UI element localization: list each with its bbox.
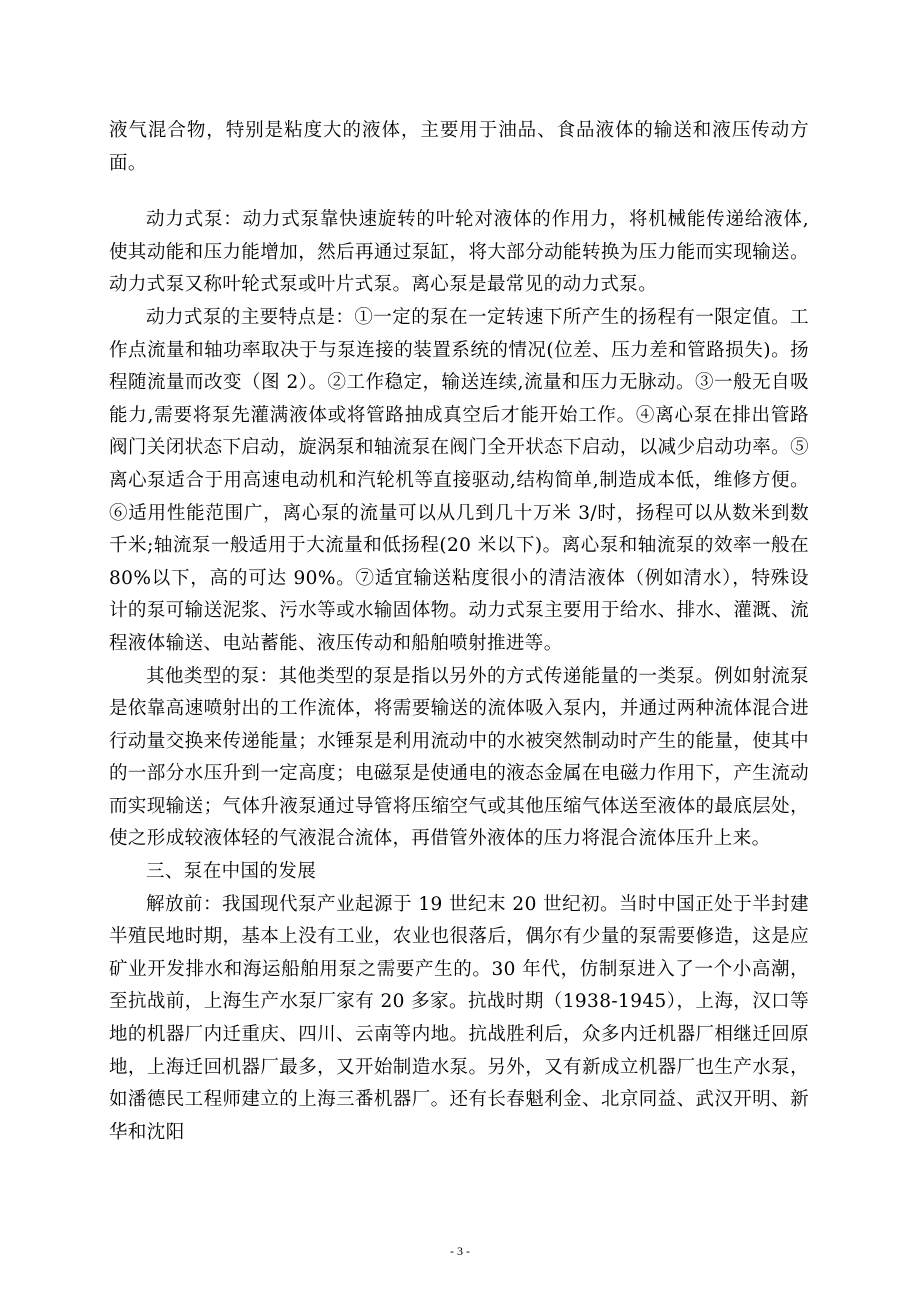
body-text (109, 115, 809, 1149)
paragraph-dynamic-pump: 动力式泵：动力式泵靠快速旋转的叶轮对液体的作用力，将机械能传递给液体,使其动能和压力能增加，然后再通过泵缸，将大部分动能转换为压力能而实现输送。动力式泵又称叶轮式泵或叶片式泵。离心泵是最常见的动力式泵。 (109, 209, 809, 296)
page-number: - 3 - (450, 1244, 470, 1258)
paragraph-pre-liberation: 解放前：我国现代泵产业起源于 19 世纪末 20 世纪初。当时中国正处于半封建半殖民地时期，基本上没有工业，农业也很落后，偶尔有少量的泵需要修造，这是应矿业开发排水和海运船舶用泵之需要产生的。30 年代，仿制泵进入了一个小高潮，至抗战前，上海生产水泵厂家有 20 多家。抗战时期（1938-1945），上海，汉口等地的机器厂内迁重庆、四川、云南等内地。抗战胜利后，众多内迁机器厂相继迁回原地，上海迁回机器厂最多，又开始制造水泵。另外，又有新成立机器厂也生产水泵，如潘德民工程师建立的上海三番机器厂。还有长春魁利金、北京同益、武汉开明、新华和沈阳 (109, 893, 809, 1143)
paragraph-dynamic-pump-features: 动力式泵的主要特点是：①一定的泵在一定转速下所产生的扬程有一限定值。工作点流量和轴功率取决于与泵连接的装置系统的情况(位差、压力差和管路损失)。扬程随流量而改变（图 2）。②工作稳定，输送连续,流量和压力无脉动。③一般无自吸能力,需要将泵先灌满液体或将管路抽成真空后才能开始工作。④离心泵在排出管路阀门关闭状态下启动，旋涡泵和轴流泵在阀门全开状态下启动，以减少启动功率。⑤离心泵适合于用高速电动机和汽轮机等直接驱动,结构简单,制造成本低，维修方便。⑥适用性能范围广，离心泵的流量可以从几到几十万米 3/时，扬程可以从数米到数千米;轴流泵一般适用于大流量和低扬程(20 米以下)。离心泵和轴流泵的效率一般在 80%以下，高的可达 90%。⑦适宜输送粘度很小的清洁液体（例如清水），特殊设计的泵可输送泥浆、污水等或水输固体物。动力式泵主要用于给水、排水、灌溉、流程液体输送、电站蓄能、液压传动和船舶喷射推进等。 (109, 306, 809, 654)
section-heading: 三、泵在中国的发展 (146, 861, 317, 883)
paragraph-continuation: 液气混合物，特别是粘度大的液体，主要用于油品、食品液体的输送和液压传动方面。 (109, 120, 809, 174)
paragraph-other-pumps: 其他类型的泵：其他类型的泵是指以另外的方式传递能量的一类泵。例如射流泵是依靠高速喷射出的工作流体，将需要输送的流体吸入泵内，并通过两种流体混合进行动量交换来传递能量；水锤泵是利用流动中的水被突然制动时产生的能量，使其中的一部分水压升到一定高度；电磁泵是使通电的液态金属在电磁力作用下，产生流动而实现输送；气体升液泵通过导管将压缩空气或其他压缩气体送至液体的最底层处，使之形成较液体轻的气液混合流体，再借管外液体的压力将混合流体压升上来。 (109, 665, 809, 850)
paragraph-gap (109, 180, 809, 204)
